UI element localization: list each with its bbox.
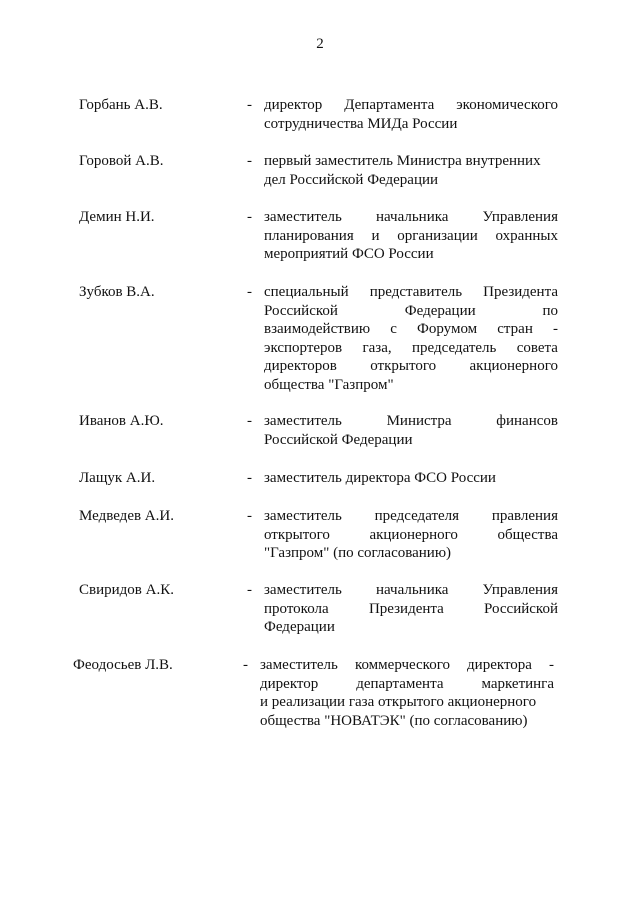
role-word: председателя	[374, 508, 460, 524]
role-word: заместитель	[264, 582, 342, 598]
role-word: -	[552, 321, 558, 337]
role-word: охранных	[495, 227, 558, 244]
dash-separator: -	[247, 153, 252, 169]
role-line	[264, 357, 558, 376]
role-word: общества "Газпром"	[264, 376, 394, 393]
role-line	[264, 208, 558, 227]
member-role	[264, 469, 558, 488]
member-role	[264, 581, 558, 637]
role-line	[264, 600, 558, 619]
member-name: Медведев А.И.	[79, 508, 174, 524]
role-word: начальника	[375, 582, 449, 598]
role-word: заместитель	[260, 657, 338, 673]
role-word: директоров	[264, 358, 337, 374]
role-word: Департамента	[344, 97, 435, 113]
role-word: финансов	[496, 413, 558, 429]
role-line	[264, 469, 558, 488]
role-line	[264, 376, 558, 395]
dash-separator: -	[247, 470, 252, 486]
dash-separator: -	[247, 209, 252, 225]
role-word: заместитель директора ФСО России	[264, 470, 496, 486]
role-word: Российской	[264, 302, 338, 319]
role-word: открытого	[370, 358, 437, 374]
role-word: экономического	[456, 97, 558, 113]
role-word: сотрудничества МИДа России	[264, 115, 458, 132]
role-line	[264, 618, 558, 637]
role-word: экспортеров	[264, 339, 343, 356]
role-word: Федерации	[264, 619, 335, 635]
role-word: Министра	[386, 413, 452, 429]
role-line	[260, 693, 554, 712]
role-line	[264, 320, 558, 339]
role-word: -	[549, 657, 554, 673]
role-word: стран	[497, 321, 533, 337]
role-word: с	[390, 321, 397, 337]
role-word: по	[542, 302, 558, 319]
role-line	[264, 581, 558, 600]
role-word: заместитель	[264, 508, 342, 524]
role-line	[260, 656, 554, 675]
member-role	[264, 152, 558, 189]
role-word: заместитель	[264, 413, 342, 429]
role-word: первый заместитель Министра внутренних	[264, 153, 541, 169]
role-word: заместитель	[264, 209, 342, 225]
role-word: дел Российской Федерации	[264, 171, 439, 188]
role-word: департамента	[356, 675, 444, 692]
role-line	[264, 412, 558, 431]
role-word: коммерческого	[354, 657, 450, 673]
role-word: Российской	[484, 600, 558, 617]
role-word: директора	[467, 657, 532, 673]
role-word: протокола	[264, 600, 329, 617]
role-line	[264, 96, 558, 115]
role-word: Управления	[482, 582, 558, 598]
role-word: общества	[497, 526, 558, 543]
member-name: Феодосьев Л.В.	[73, 657, 173, 673]
role-word: председатель	[412, 339, 497, 356]
role-word: директор	[260, 675, 319, 692]
role-word: газа,	[362, 339, 392, 356]
member-role	[264, 96, 558, 133]
role-word: директор	[264, 97, 323, 113]
dash-separator: -	[247, 582, 252, 598]
member-role	[264, 507, 558, 563]
role-word: правления	[491, 508, 558, 524]
role-word: специальный	[264, 284, 349, 300]
member-name: Лащук А.И.	[79, 470, 156, 486]
role-word: Управления	[482, 209, 558, 225]
role-word: начальника	[375, 209, 449, 225]
role-word: Президента	[483, 284, 558, 300]
role-word: мероприятий ФСО России	[264, 246, 434, 262]
role-word: маркетинга	[481, 675, 554, 692]
role-line	[264, 227, 558, 246]
role-word: Российской Федерации	[264, 431, 413, 448]
role-line	[264, 507, 558, 526]
dash-separator: -	[247, 284, 252, 300]
role-line	[260, 712, 554, 731]
role-line	[264, 302, 558, 321]
role-line	[264, 339, 558, 358]
member-role	[264, 208, 558, 264]
page-number: 2	[316, 36, 324, 52]
role-word: совета	[516, 339, 558, 356]
role-line	[264, 171, 558, 190]
role-line	[264, 431, 558, 450]
member-role	[264, 283, 558, 394]
member-name: Зубков В.А.	[79, 284, 155, 300]
role-line	[260, 675, 554, 694]
role-word: и реализации газа открытого акционерного	[260, 694, 537, 710]
role-word: Президента	[368, 600, 444, 617]
role-word: Форумом	[417, 321, 478, 337]
role-line	[264, 526, 558, 545]
role-word: "Газпром" (по согласованию)	[264, 545, 452, 561]
role-word: взаимодействию	[264, 321, 371, 337]
role-word: акционерного	[469, 358, 558, 374]
role-line	[264, 544, 558, 563]
role-word: планирования	[264, 227, 354, 244]
member-role	[264, 412, 558, 449]
dash-separator: -	[247, 413, 252, 429]
role-line	[264, 152, 558, 171]
role-line	[264, 245, 558, 264]
role-word: и	[371, 227, 380, 244]
role-word: представитель	[369, 284, 463, 300]
member-name: Иванов А.Ю.	[79, 413, 164, 429]
member-name: Горовой А.В.	[79, 153, 164, 169]
dash-separator: -	[247, 508, 252, 524]
role-word: открытого	[264, 526, 330, 543]
member-role	[260, 656, 554, 730]
member-name: Свиридов А.К.	[79, 582, 174, 598]
role-word: Федерации	[404, 302, 476, 319]
member-name: Демин Н.И.	[79, 209, 155, 225]
role-line	[264, 115, 558, 134]
role-line	[264, 283, 558, 302]
role-word: организации	[397, 227, 478, 244]
dash-separator: -	[247, 97, 252, 113]
role-word: общества "НОВАТЭК" (по согласованию)	[260, 712, 528, 729]
member-name: Горбань А.В.	[79, 97, 163, 113]
role-word: акционерного	[369, 526, 458, 543]
dash-separator: -	[243, 657, 248, 673]
